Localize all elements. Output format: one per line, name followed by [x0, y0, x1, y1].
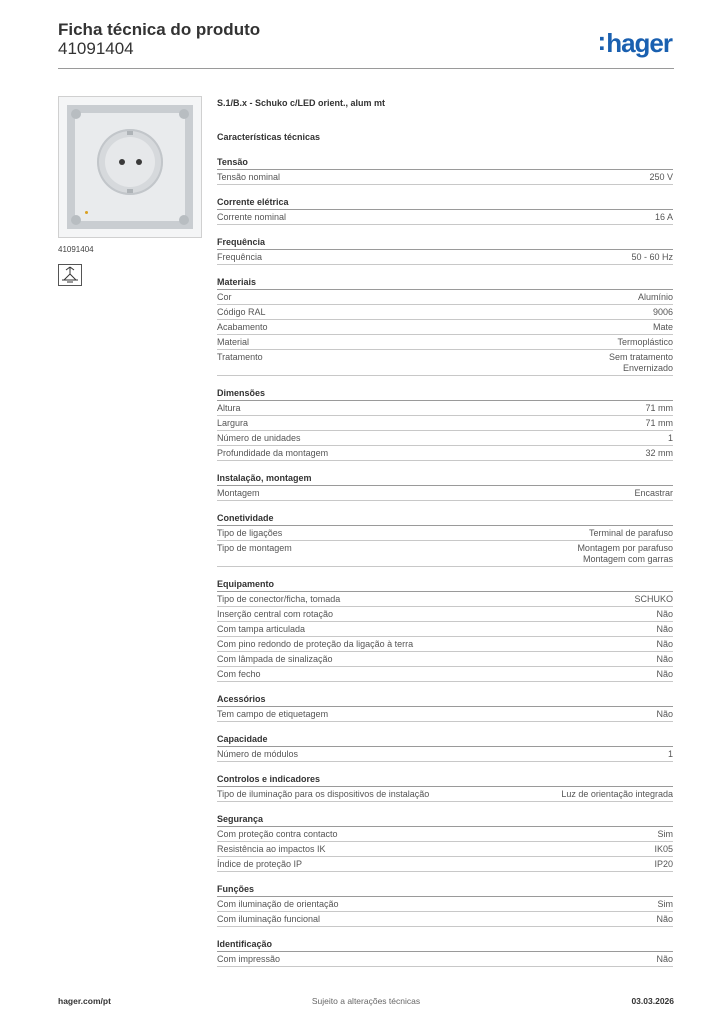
spec-row	[217, 842, 673, 857]
spec-row	[217, 637, 673, 652]
spec-value	[653, 322, 673, 333]
spec-value-line: Terminal de parafuso	[588, 528, 673, 538]
spec-value-line: Sim	[657, 829, 673, 839]
spec-value-line: IK05	[654, 844, 673, 854]
spec-value	[658, 829, 674, 840]
spec-value-line: Alumínio	[637, 292, 673, 302]
spec-row	[217, 170, 673, 185]
technical-characteristics-heading: Características técnicas	[217, 132, 321, 142]
section-title: Tensão	[217, 155, 673, 170]
spec-row	[217, 622, 673, 637]
spec-value	[656, 709, 673, 720]
spec-row	[217, 787, 673, 802]
spec-value-line: 71 mm	[645, 418, 673, 428]
spec-row	[217, 592, 673, 607]
spec-label: Resistência ao impactos IK	[217, 844, 326, 854]
spec-label: Com fecho	[217, 669, 261, 679]
spec-value	[668, 749, 673, 760]
image-caption: 41091404	[58, 245, 94, 254]
spec-row	[217, 320, 673, 335]
spec-value	[609, 352, 673, 374]
spec-label: Índice de proteção IP	[217, 859, 303, 869]
spec-value-line: Não	[656, 639, 673, 649]
spec-label: Com tampa articulada	[217, 624, 306, 634]
spec-row	[217, 912, 673, 927]
spec-label: Altura	[217, 403, 241, 413]
spec-value	[656, 639, 673, 650]
spec-label: Profundidade da montagem	[217, 448, 329, 458]
spec-value-line: Encastrar	[634, 488, 673, 498]
earth-clip	[127, 189, 133, 193]
spec-row	[217, 305, 673, 320]
spec-section	[217, 235, 673, 265]
socket-recess	[105, 137, 155, 187]
spec-value	[656, 654, 673, 665]
spec-label: Código RAL	[217, 307, 266, 317]
corner-mark	[71, 109, 81, 119]
spec-row	[217, 952, 673, 967]
spec-value	[638, 292, 673, 303]
spec-row	[217, 290, 673, 305]
spec-value-line: Sem tratamento	[608, 352, 673, 362]
spec-label: Tratamento	[217, 352, 263, 362]
spec-value-line: Não	[656, 914, 673, 924]
spec-label: Número de unidades	[217, 433, 301, 443]
spec-value	[649, 172, 673, 183]
section-title: Dimensões	[217, 386, 673, 401]
spec-value	[634, 594, 673, 605]
product-image-column	[58, 96, 202, 286]
section-title: Capacidade	[217, 732, 673, 747]
spec-section	[217, 812, 673, 872]
spec-label: Tipo de iluminação para os dispositivos de instalação	[217, 789, 430, 799]
installation-symbol-graphic	[59, 265, 81, 285]
spec-value-line: IP20	[654, 859, 673, 869]
footer-notice: Sujeito a alterações técnicas	[311, 996, 421, 1006]
section-title: Controlos e indicadores	[217, 772, 673, 787]
spec-value	[645, 403, 673, 414]
spec-value	[656, 914, 673, 925]
spec-value-line: 71 mm	[645, 403, 673, 413]
spec-value-line: Mate	[652, 322, 673, 332]
spec-value-line: 1	[667, 433, 673, 443]
spec-row	[217, 526, 673, 541]
spec-value-line: 32 mm	[645, 448, 673, 458]
spec-label: Acabamento	[217, 322, 268, 332]
spec-value	[656, 954, 673, 965]
spec-section	[217, 732, 673, 762]
spec-value-line: Não	[656, 669, 673, 679]
corner-mark	[71, 215, 81, 225]
earth-clip	[127, 131, 133, 135]
corner-mark	[179, 215, 189, 225]
spec-row	[217, 652, 673, 667]
section-title: Acessórios	[217, 692, 673, 707]
spec-label: Com iluminação funcional	[217, 914, 321, 924]
spec-section	[217, 937, 673, 967]
spec-value	[658, 899, 674, 910]
footer-date: 03.03.2026	[631, 996, 674, 1006]
spec-value-line: 250 V	[649, 172, 673, 182]
logo-text: hager	[606, 28, 672, 58]
spec-value-line: Termoplástico	[617, 337, 673, 347]
spec-value-line: Envernizado	[622, 363, 673, 373]
document-title: Ficha técnica do produto	[58, 20, 261, 39]
corner-mark	[179, 109, 189, 119]
spec-value	[654, 844, 673, 855]
spec-row	[217, 350, 673, 376]
spec-value-line: 16 A	[654, 212, 673, 222]
specifications-column	[217, 96, 673, 977]
spec-value	[617, 337, 673, 348]
section-title: Funções	[217, 882, 673, 897]
spec-value	[656, 669, 673, 680]
orientation-led	[85, 211, 88, 214]
spec-value	[589, 528, 673, 539]
section-title: Materiais	[217, 275, 673, 290]
header-divider	[58, 68, 674, 69]
spec-row	[217, 541, 673, 567]
spec-row	[217, 667, 673, 682]
section-title: Identificação	[217, 937, 673, 952]
product-number: 41091404	[58, 39, 134, 58]
spec-row	[217, 431, 673, 446]
spec-label: Material	[217, 337, 250, 347]
spec-section	[217, 692, 673, 722]
spec-row	[217, 607, 673, 622]
spec-section	[217, 471, 673, 501]
section-title: Frequência	[217, 235, 673, 250]
spec-label: Montagem	[217, 488, 260, 498]
spec-value-line: Montagem por parafuso	[577, 543, 673, 553]
spec-value-line: Não	[656, 609, 673, 619]
spec-row	[217, 416, 673, 431]
spec-label: Com lâmpada de sinalização	[217, 654, 333, 664]
spec-row	[217, 401, 673, 416]
spec-value	[634, 488, 673, 499]
spec-value-line: 9006	[652, 307, 673, 317]
spec-value-line: Sim	[657, 899, 673, 909]
spec-value-line: 50 - 60 Hz	[631, 252, 673, 262]
spec-row	[217, 897, 673, 912]
spec-row	[217, 335, 673, 350]
spec-value-line: 1	[667, 749, 673, 759]
spec-value-line: SCHUKO	[634, 594, 673, 604]
spec-value-line: Não	[656, 709, 673, 719]
socket-pin-hole	[136, 159, 142, 165]
spec-value	[656, 609, 673, 620]
section-title: Conetividade	[217, 511, 673, 526]
spec-value	[655, 212, 673, 223]
spec-value	[653, 307, 673, 318]
spec-row	[217, 210, 673, 225]
spec-label: Número de módulos	[217, 749, 299, 759]
spec-value-line: Não	[656, 654, 673, 664]
spec-row	[217, 747, 673, 762]
spec-row	[217, 486, 673, 501]
spec-label: Cor	[217, 292, 232, 302]
spec-label: Tipo de montagem	[217, 543, 292, 553]
product-description: S.1/B.x - Schuko c/LED orient., alum mt	[217, 98, 386, 108]
spec-section	[217, 386, 673, 461]
spec-value-line: Não	[656, 954, 673, 964]
spec-label: Largura	[217, 418, 249, 428]
spec-label: Com iluminação de orientação	[217, 899, 339, 909]
spec-label: Tipo de conector/ficha, tomada	[217, 594, 341, 604]
spec-label: Tipo de ligações	[217, 528, 283, 538]
spec-section	[217, 882, 673, 927]
spec-value	[668, 433, 673, 444]
spec-label: Com impressão	[217, 954, 281, 964]
spec-value	[654, 859, 673, 870]
spec-row	[217, 707, 673, 722]
spec-row	[217, 857, 673, 872]
spec-section	[217, 772, 673, 802]
spec-section	[217, 275, 673, 376]
spec-section	[217, 511, 673, 567]
spec-label: Inserção central com rotação	[217, 609, 334, 619]
spec-label: Corrente nominal	[217, 212, 287, 222]
spec-row	[217, 250, 673, 265]
page-header	[58, 20, 674, 70]
section-title: Corrente elétrica	[217, 195, 673, 210]
spec-value	[645, 418, 673, 429]
spec-section	[217, 155, 673, 185]
socket-pin-hole	[119, 159, 125, 165]
logo-colon-mark: :	[597, 26, 606, 56]
spec-value	[577, 543, 673, 565]
spec-value	[561, 789, 673, 800]
spec-label: Com pino redondo de proteção da ligação à terra	[217, 639, 414, 649]
spec-value-line: Montagem com garras	[582, 554, 673, 564]
spec-label: Tensão nominal	[217, 172, 281, 182]
spec-sections	[217, 155, 673, 967]
spec-row	[217, 827, 673, 842]
spec-section	[217, 577, 673, 682]
spec-label: Tem campo de etiquetagem	[217, 709, 329, 719]
spec-label: Com proteção contra contacto	[217, 829, 338, 839]
hager-logo	[598, 28, 672, 59]
spec-label: Frequência	[217, 252, 263, 262]
spec-value	[631, 252, 673, 263]
spec-section	[217, 195, 673, 225]
section-title: Segurança	[217, 812, 673, 827]
spec-row	[217, 446, 673, 461]
spec-value	[656, 624, 673, 635]
installation-symbol-icon	[58, 264, 82, 286]
footer-website: hager.com/pt	[58, 996, 111, 1006]
product-image	[58, 96, 202, 238]
spec-value-line: Não	[656, 624, 673, 634]
section-title: Equipamento	[217, 577, 673, 592]
section-title: Instalação, montagem	[217, 471, 673, 486]
spec-value	[645, 448, 673, 459]
spec-value-line: Luz de orientação integrada	[561, 789, 673, 799]
